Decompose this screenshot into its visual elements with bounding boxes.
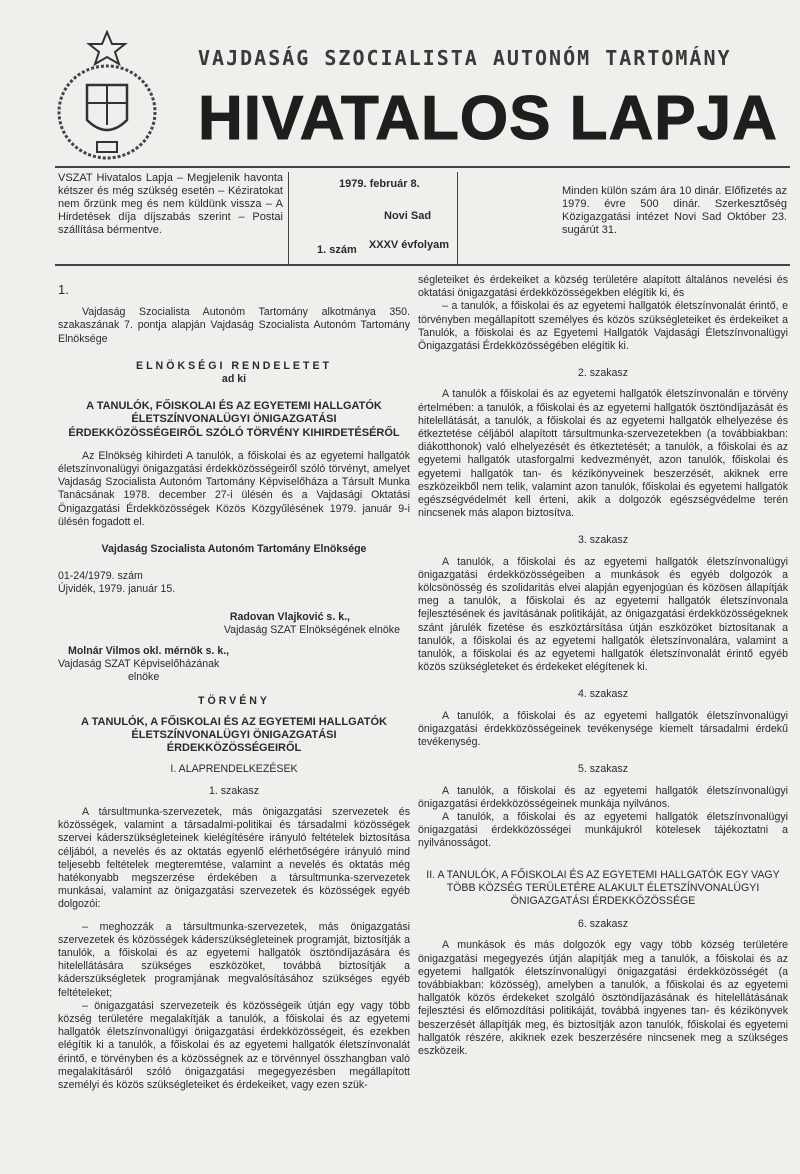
decree-heading: ELNÖKSÉGI RENDELETET <box>136 359 332 372</box>
section-heading: 3. szakasz <box>577 534 629 547</box>
section-heading: 2. szakasz <box>577 367 629 380</box>
law-heading: TÖRVÉNY <box>197 694 271 707</box>
paragraph: A tanulók, a főiskolai és az egyetemi hallgatók életszínvonalügyi önigazgatási érdekközösségeiben a munkások és egyéb dolgozók a kölcsönösség és szolidaritás elvei alapján egyenjogúan és közösen állapítják meg a tanulók, a főiskolai és az egyetemi hallgatók életszínvonala fejlesztésének és javításának politikáját, az önigazgatási érdekközösségeknek szánt járulék fizetése és eszköztársítása útján eszközöket biztosítanak a tanulók, a főiskolai és az egyetemi hallgatók életszínvonalára, valamint a tanulók, a főiskolai és az egyetemi hallgatók életszínvonalát érintő egyéb közös szükségleteket és érdekeket elégítenek ki. <box>418 555 788 674</box>
decree-adki: ad ki <box>221 373 247 386</box>
paragraph: A tanulók, a főiskolai és az egyetemi hallgatók életszínvonalügyi önigazgatási érdekközösségeinek munkája nyilvános. <box>418 784 788 810</box>
price-info: Minden külön szám ára 10 dinár. Előfizetés az 1979. évre 500 dinár. Szerkesztőség Közigazgatási intézet Novi Sad Október 23. sugárút 31. <box>562 185 787 236</box>
signature-role: Vajdaság SZAT Képviselőházának <box>58 658 220 671</box>
signature-name: Radovan Vlajković s. k., <box>229 610 350 623</box>
issue-date: 1979. február 8. <box>339 178 420 190</box>
right-column <box>418 274 788 1058</box>
paragraph: – önigazgatási szervezeteik és közösségeik útján egy vagy több község területére megalakítják a tanulók, a főiskolai és az egyetemi hallgatók életszínvonalügyi önigazgatási érdekközösségeit, és ezekben elégítik ki a tanulók, a főiskolai és az egyetemi hallgatók életszínvonalát érintő, e törvényben és a közösségnek az e törvénnyel összhangban való megalakításáról szóló önigazgatási megegyezésben megállapított személyi és közös szükségleteiket és érdekeiket, vagy ezen szük- <box>58 999 410 1091</box>
section-heading: 5. szakasz <box>577 763 629 776</box>
coat-of-arms-emblem <box>52 30 162 165</box>
divider <box>55 264 790 266</box>
section-heading: 6. szakasz <box>577 918 629 931</box>
section-heading: 4. szakasz <box>577 688 629 701</box>
chapter-heading: I. ALAPRENDELKEZÉSEK <box>170 763 298 776</box>
issue-info <box>288 172 458 264</box>
publication-info: VSZAT Hivatalos Lapja – Megjelenik havonta kétszer és még szükség esetén – Kéziratokat nem őrzünk meg és nem küldünk vissza – A Hirdetések díja díjszabás szerint – Postai szállítása bérmentve. <box>58 172 283 236</box>
reference-date: Újvidék, 1979. január 15. <box>58 583 176 596</box>
paragraph: – a tanulók, a főiskolai és az egyetemi hallgatók életszínvonalát érintő, e törvényben megállapított személyes és közös szükségleteiket és érdekeiket a Tanulók, a főiskolai és az Egyetemi Hallgatók Vajdasági Életszínvonalügyi Önigazgatási Érdekközösségében elégítik ki. <box>418 300 788 353</box>
paragraph: Vajdaság Szocialista Autonóm Tartomány alkotmánya 350. szakaszának 7. pontja alapján Vajdaság Szocialista Autonóm Tartomány Elnöksége <box>58 306 410 345</box>
paragraph: A tanulók, a főiskolai és az egyetemi hallgatók életszínvonalügyi önigazgatási érdekközösségeinek tevékenysége kiemelt társadalmi érdekű tevékenység. <box>418 709 788 749</box>
paragraph: A társultmunka-szervezetek, más önigazgatási szervezetek és közösségek, valamint a társadalmi-politikai és társadalmi közösségek szervei káderszükségleteinek kielégítésére irányuló feltételek biztosítása céljából, a nevelés és az oktatás egyenlő elérhetőségére irányuló mind teljesebb feltételek megteremtése, valamint a nevelés és oktatás még hatékonyabb megszerzése érdekében a társultmunka-szervezetek munkásai, valamint az önigazgatási szervezetek és közösségek egyéb dolgozói: <box>58 805 410 911</box>
issue-place: Novi Sad <box>384 210 432 222</box>
divider <box>55 166 790 168</box>
issue-volume: XXXV évfolyam <box>368 239 449 251</box>
left-column <box>58 283 410 1092</box>
paragraph: A tanulók a főiskolai és az egyetemi hallgatók életszínvonalán e törvény értelmében: a tanulók, a főiskolai és az egyetemi hallgatók ösztöndíjazását és hitelellátását, a tanulók, a főiskolai és az egyetemi hallgatók elhelyezése és étkeztetése céljából alapított társultmunka-szervezetekben (a továbbiakban: diákotthonok) való elhelyezését és étkeztetését; a tanulók, a főiskolai és az egyetemi hallgatók utasforgalmi kedvezményét, azon tanulók, főiskolai és egyetemi hallgatók tan- és kézikönyveinek beszerzését, akiknek erre eszközeikből nem telik, valamint azon tanulók, főiskolai és egyetemi hallgatók egészségvédelmét kell érteni, akik a dolgozók egészségvédelme terén nincsenek más alapon biztosítva. <box>418 388 788 520</box>
masthead-province: VAJDASÁG SZOCIALISTA AUTONÓM TARTOMÁNY <box>198 46 732 70</box>
act-number: 1. <box>58 282 69 297</box>
decree-title: A TANULÓK, FŐISKOLAI ÉS AZ EGYETEMI HALLGATÓK ÉLETSZÍNVONALÜGYI ÖNIGAZGATÁSI ÉRDEKKÖZÖSSÉGEIRŐL SZÓLÓ TÖRVÉNY KIHIRDETÉSÉRŐL <box>68 400 400 439</box>
signature-role: Vajdaság SZAT Elnökségének elnöke <box>223 623 400 636</box>
masthead-title: HIVATALOS LAPJA <box>198 84 778 153</box>
signature-name: Molnár Vilmos okl. mérnök s. k., <box>68 645 230 658</box>
chapter-heading: II. A TANULÓK, A FŐISKOLAI ÉS AZ EGYETEMI HALLGATÓK EGY VAGY TÖBB KÖZSÉG TERÜLETÉRE ALAKULT ÉLETSZÍNVONALÜGYI ÖNIGAZGATÁSI ÉRDEKKÖZÖSSÉGE <box>426 868 780 907</box>
reference-number: 01-24/1979. szám <box>58 570 143 583</box>
signature-role: elnöke <box>128 671 160 684</box>
paragraph: Az Elnökség kihirdeti A tanulók, a főiskolai és az egyetemi hallgatók életszínvonalügyi önigazgatási érdekközösségeiről szóló törvényt, amelyet Vajdaság Szocialista Autonóm Tartomány Képviselőháza a Társult Munka Tanácsának 1978. december 27-i ülésén és a Vajdasági Oktatási Önigazgatási Érdekközösségek Közös Közgyűlésének 1979. január 9-i ülésén fogadott el. <box>58 449 410 528</box>
presidency-name: Vajdaság Szocialista Autonóm Tartomány Elnöksége <box>101 543 367 556</box>
law-title: A TANULÓK, A FŐISKOLAI ÉS AZ EGYETEMI HALLGATÓK ÉLETSZÍNVONALÜGYI ÖNIGAZGATÁSI ÉRDEKKÖZÖSSÉGEIRŐL <box>81 715 387 755</box>
issue-number: 1. szám <box>317 244 357 256</box>
section-heading: 1. szakasz <box>208 784 260 797</box>
paragraph: A tanulók, a főiskolai és az egyetemi hallgatók életszínvonalügyi önigazgatási érdekközösségei munkájukról kötelesek tájékoztatni a nyilvánosságot. <box>418 810 788 850</box>
paragraph: – meghozzák a társultmunka-szervezetek, más önigazgatási szervezetek és közösségek káderszükségleteinek programját, biztosítják a tanulók, a főiskolai és az egyetemi hallgatók ösztöndíjazására és hitelellátására szükséges eszközöket, továbbá biztosítják a káderszükségletek programjának megvalósításához szükséges egyéb feltételeket; <box>58 920 410 999</box>
paragraph: ségleteiket és érdekeiket a község területére alapított általános nevelési és oktatási önigazgatási érdekközösségekben elégítik ki, és <box>418 274 788 300</box>
paragraph: A munkások és más dolgozók egy vagy több község területére önigazgatási megegyezés útján alapítják meg a tanulók, a főiskolai és az egyetemi hallgatók életszínvonalügyi önigazgatási érdekközösségét (a továbbiakban: közösség), amelyben a tanulók, a főiskolai és az egyetemi hallgatók közös érdekeket szolgáló ösztöndíjazásának és hitelellátásának fejlesztési és előmozdítási politikáját, továbbá ingyenes tan- és kézikönyvek beszerzését állapítják meg, és biztosítják azon tanulók, főiskolai és egyetemi hallgatók részére, akiknek ezek beszerzésére nincsenek meg a szükséges eszközeik. <box>418 939 788 1057</box>
